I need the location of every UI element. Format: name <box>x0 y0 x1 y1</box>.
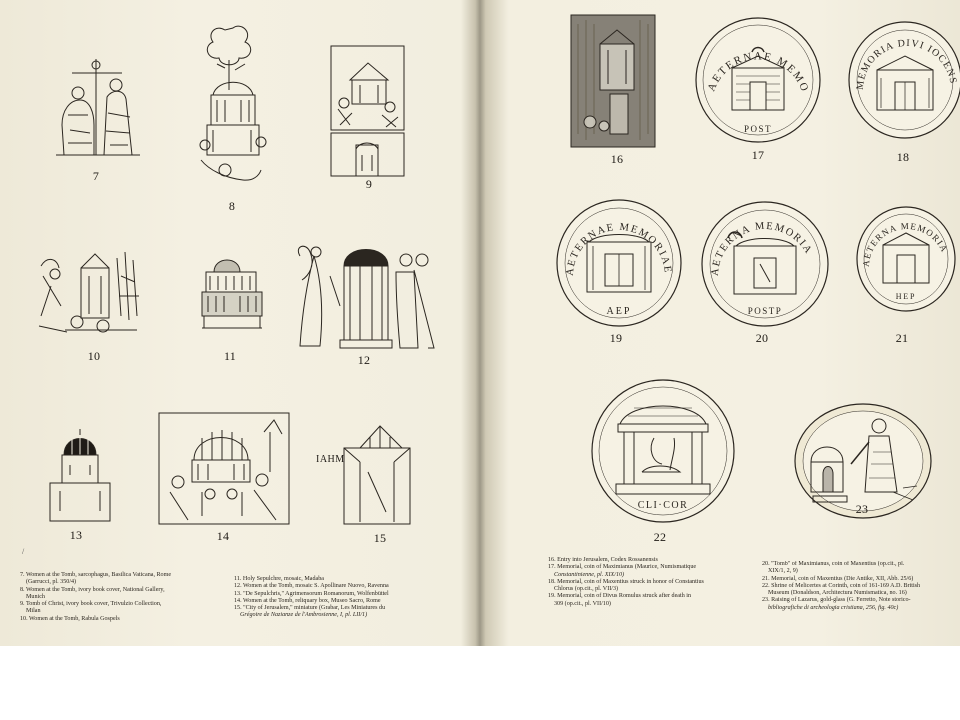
caption-line: bibliografiche di archeologia cristiana, 256, fig. 40c) <box>768 604 899 611</box>
figure-20-coin-maxentius-tomb <box>700 200 830 328</box>
figure-20-legend-bottom: POSTP <box>747 306 783 316</box>
figure-16-number: 16 <box>610 152 624 166</box>
captions-column-4 <box>762 561 960 612</box>
figure-19-legend-top: AETERNAE MEMORIAE <box>564 221 674 277</box>
caption-line: 12. Women at the Tomb, mosaic S. Apollinare Nuovo, Ravenna <box>234 583 389 590</box>
caption-line: 9. Tomb of Christ, ivory book cover, Trivulzio Collection, <box>20 601 162 608</box>
caption-line: 15. "City of Jerusalem," miniature (Grabar, Les Miniatures du <box>234 605 386 612</box>
figure-22-number: 22 <box>653 530 667 544</box>
figure-8-ivory-book-cover-drawing <box>195 20 270 190</box>
caption-line: Constantinienne, pl. XIX/10) <box>554 571 625 578</box>
caption-line: 18. Memorial, coin of Maxentius struck in honor of Constantius <box>548 578 704 585</box>
caption-line: 20. "Tomb" of Maximianus, coin of Maxentius (op.cit., pl. <box>762 561 905 567</box>
figure-21-legend-bottom: HEP <box>895 292 917 301</box>
caption-line: 19. Memorial, coin of Divus Romulus struck after death in <box>548 593 692 600</box>
figure-21-number: 21 <box>895 331 909 345</box>
figure-18-legend-top: MEMORIA DIVI IOCENS <box>854 37 959 91</box>
figure-15-inscription: IAHM <box>316 454 345 465</box>
caption-line: 21. Memorial, coin of Maxentius (Die Antike, XII, Abb. 25/6) <box>762 575 914 582</box>
figure-17-legend-bottom: POST <box>743 124 773 134</box>
figure-9-ivory-panel-drawing <box>330 45 405 177</box>
figure-13-de-sepulchris-drawing <box>40 415 120 523</box>
caption-line: Chlorus (op.cit., pl. VII/3) <box>554 586 619 593</box>
figure-22-legend-bottom: CLI·COR <box>637 500 689 511</box>
caption-line: 16. Entry into Jerusalem, Codex Rossanensis <box>548 557 658 563</box>
margin-mark: / <box>22 547 25 556</box>
figure-19-legend-bottom: AEP <box>606 306 632 317</box>
caption-line: Grégoire de Nazianze de l'Ambrosienne, I, pl. LII/1) <box>240 612 368 619</box>
caption-line: Museum (Donaldson, Architectura Numismatica, no. 16) <box>768 590 907 597</box>
figure-10-rabula-gospels-drawing <box>37 246 145 336</box>
caption-line: 309 (op.cit., pl. VII/10) <box>554 600 611 607</box>
figure-14-reliquary-box-drawing <box>158 412 290 525</box>
caption-line: 8. Women at the Tomb, ivory book cover, National Gallery, <box>20 586 165 593</box>
figure-23-number: 23 <box>855 502 869 516</box>
figure-9-number: 9 <box>365 177 373 191</box>
caption-line: 14. Women at the Tomb, reliquary box, Museo Sacro, Rome <box>234 597 381 604</box>
figure-18-coin-maxentius <box>847 20 959 140</box>
caption-line: 13. "De Sepulchris," Agrimensorum Romanorum, Wolfenbüttel <box>234 590 389 597</box>
caption-line: 7. Women at the Tomb, sarcophagus, Basilica Vaticana, Rome <box>20 572 172 578</box>
captions-column-2 <box>234 576 456 620</box>
figure-21-legend-top: AETERNA MEMORIA <box>860 220 950 268</box>
captions-column-1 <box>20 572 230 623</box>
figure-19-coin-divus-romulus <box>555 198 683 328</box>
figure-20-number: 20 <box>755 331 769 345</box>
figure-15-number: 15 <box>373 531 387 545</box>
figure-12-number: 12 <box>357 353 371 367</box>
figure-10-number: 10 <box>87 349 101 363</box>
figure-18-number: 18 <box>896 150 910 164</box>
figure-17-coin-maximianus <box>689 7 822 144</box>
figure-14-number: 14 <box>216 529 230 543</box>
caption-line: 11. Holy Sepulchre, mosaic, Madaba <box>234 576 324 582</box>
figure-15-city-of-jerusalem-drawing <box>340 422 412 526</box>
caption-line: Milan <box>26 608 41 615</box>
figure-17-number: 17 <box>751 148 765 162</box>
figure-7-number: 7 <box>92 169 100 183</box>
figure-21-coin-maxentius <box>855 205 957 313</box>
caption-line: 23. Raising of Lazarus, gold-glass (G. Ferretto, Note storico- <box>762 597 911 604</box>
figure-20-legend-top: AETERNA MEMORIA <box>709 220 815 277</box>
figure-16-codex-rossanensis-drawing <box>570 14 656 148</box>
caption-line: XIX/1, 2, 9) <box>768 568 798 575</box>
caption-line: 10. Women at the Tomb, Rabula Gospels <box>20 615 120 622</box>
figure-7-sarcophagus-drawing <box>52 55 144 163</box>
figure-13-number: 13 <box>69 528 83 542</box>
figure-17-legend-top: AETERNAE MEMORIAE <box>689 7 812 95</box>
figure-19-number: 19 <box>609 331 623 345</box>
figure-12-apollinare-mosaic-drawing <box>290 236 440 354</box>
caption-line: 17. Memorial, coin of Maximianus (Maurice, Numismatique <box>548 564 697 571</box>
figure-8-number: 8 <box>228 199 236 213</box>
caption-line: Munich <box>26 593 45 600</box>
figure-11-number: 11 <box>224 349 236 363</box>
captions-column-3 <box>548 557 760 608</box>
figure-11-madaba-mosaic-drawing <box>200 250 264 332</box>
caption-line: (Garrucci, pl. 350/4) <box>26 579 77 586</box>
caption-line: 22. Shrine of Melicertes at Corinth, coin of 161-169 A.D. British <box>762 582 921 589</box>
figure-22-coin-corinth-shrine <box>590 378 736 524</box>
